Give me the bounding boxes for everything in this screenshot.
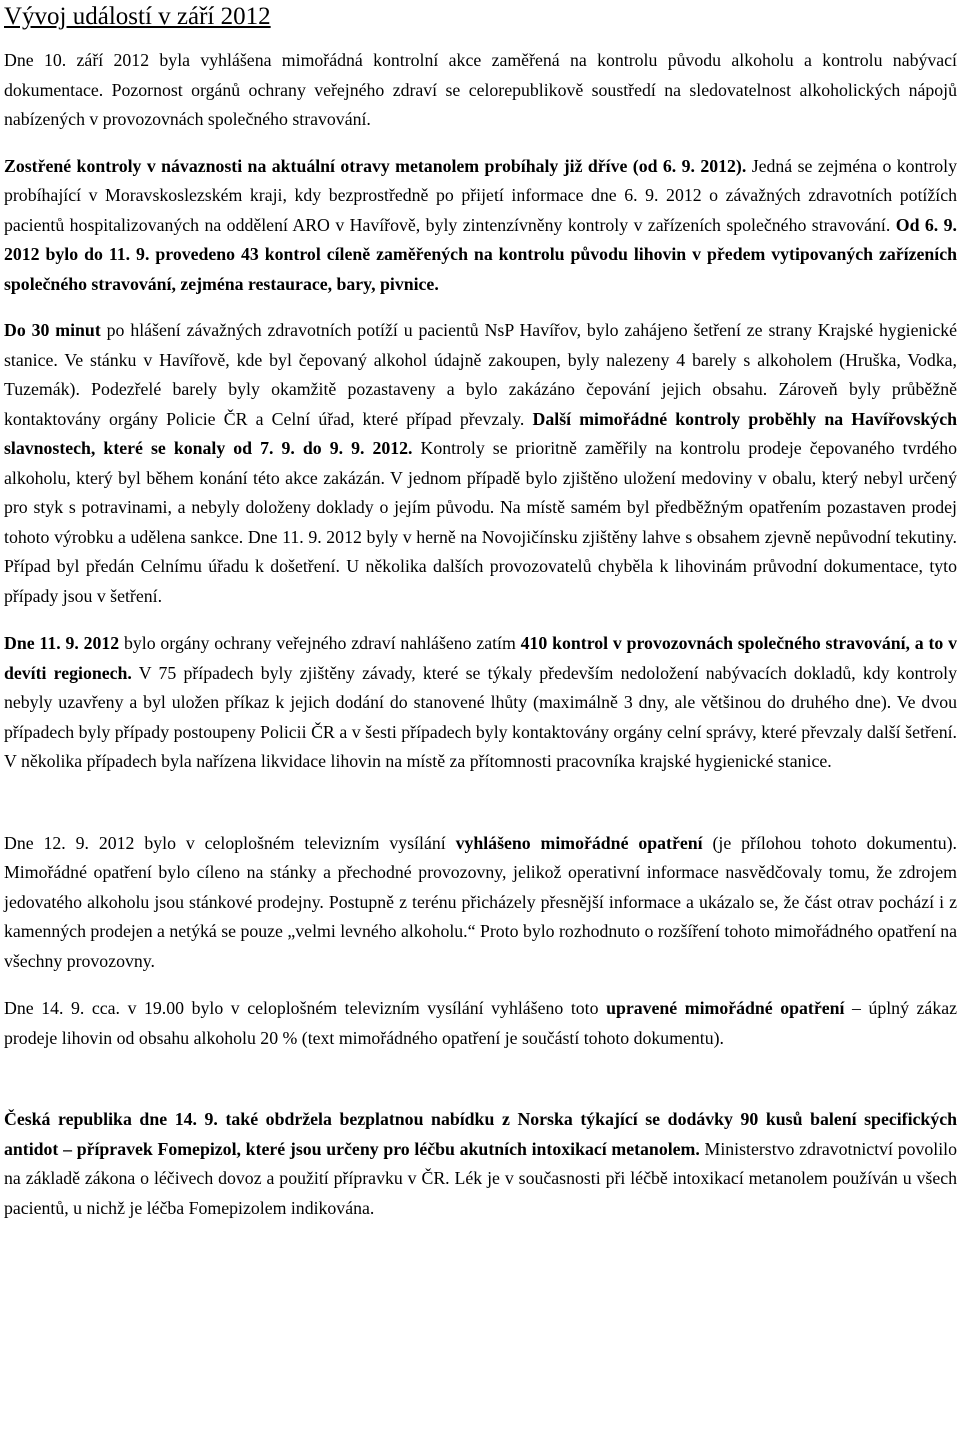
text-run: Dne 14. 9. cca. v 19.00 bylo v celoplošném televizním vysílání vyhlášeno toto [4, 998, 607, 1018]
paragraph-tightened-controls [4, 152, 957, 300]
paragraph-modified-measure [4, 994, 957, 1053]
paragraph-controls-summary [4, 629, 957, 777]
bold-text-run: 410 kontrol v provozovnách společného stravování, a to v devíti regionech. [4, 633, 957, 683]
paragraph-havirov-investigation [4, 316, 957, 611]
paragraph-norway-antidote [4, 1105, 957, 1223]
text-run: V 75 případech byly zjištěny závady, které se týkaly především nedoložení nabývacích dokladů, kdy kontroly nebyly uzavřeny a byl uložen příkaz k jejich dodání do stanovené lhůty (maximálně 3 dny, ale většinou do druhého dne). Ve dvou případech byly případy postoupeny Policii ČR a v šesti případech byly kontaktovány orgány celní správy, které převzaly další šetření. V několika případech byla nařízena likvidace lihovin na místě za přítomnosti pracovníka krajské hygienické stanice. [4, 662, 957, 771]
text-run: po hlášení závažných zdravotních potíží u pacientů NsP Havířov, bylo zahájeno šetření ze strany Krajské hygienické stanice. Ve stánku v Havířově, kde byl čepovaný alkohol údajně zakoupen, byly nalezeny 4 barely s alkoholem (Hruška, Vodka, Tuzemák). Podezřelé barely byly okamžitě pozastaveny a bylo zakázáno čepování jejich obsahu. Zároveň byly průběžně kontaktovány orgány Policie ČR a Celní úřad, které případ převzaly. [4, 320, 957, 429]
text-run: Dne 10. září 2012 byla vyhlášena mimořádná kontrolní akce zaměřená na kontrolu původu alkoholu a kontrolu nabývací dokumentace. Pozornost orgánů ochrany veřejného zdraví se celorepublikově soustředí na sledovatelnost alkoholických nápojů nabízených v provozovnách společného stravování. [4, 50, 957, 129]
bold-text-run: Do 30 minut [4, 320, 101, 340]
text-run: Dne 12. 9. 2012 bylo v celoplošném televizním vysílání [4, 832, 456, 853]
bold-text-run: Česká republika dne 14. 9. také obdržela bezplatnou nabídku z Norska týkající se dodávky 90 kusů balení specifických antidot – přípravek Fomepizol, které jsou určeny pro léčbu akutních intoxikací metanolem. [4, 1109, 957, 1159]
bold-text-run: Další mimořádné kontroly proběhly na Havířovských slavnostech, které se konaly od 7. 9. do 9. 9. 2012. [4, 408, 957, 458]
document-title: Vývoj událostí v září 2012 [4, 3, 271, 30]
bold-text-run: upravené mimořádné opatření [606, 998, 845, 1018]
bold-text-run: Dne 11. 9. 2012 [4, 633, 120, 653]
bold-text-run: vyhlášeno mimořádné opatření [455, 832, 703, 853]
text-run: bylo orgány ochrany veřejného zdraví nahlášeno zatím [119, 633, 521, 653]
text-run: (je přílohou tohoto dokumentu). Mimořádné opatření bylo cíleno na stánky a přechodné provozovny, jelikož operativní informace nasvědčovaly tomu, že zdrojem jedovatého alkoholu jsou stánkové prodejny. Postupně z terénu přicházely přesnější informace a ukázalo se, že část otrav pochází i z kamenných prodejen a netýká se pouze „velmi levného alkoholu.“ Proto bylo rozhodnuto o rozšíření tohoto mimořádného opatření na všechny provozovny. [4, 832, 958, 971]
paragraph-extraordinary-measure [4, 829, 957, 977]
text-run: – úplný zákaz prodeje lihovin od obsahu alkoholu 20 % (text mimořádného opatření je součástí tohoto dokumentu). [4, 998, 957, 1048]
bold-text-run: Od 6. 9. 2012 bylo do 11. 9. provedeno 43 kontrol cíleně zaměřených na kontrolu původu lihovin v předem vytipovaných zařízeních společného stravování, zejména restaurace, bary, pivnice. [4, 214, 957, 294]
bold-text-run: Zostřené kontroly v návaznosti na aktuální otravy metanolem probíhaly již dříve (od 6. 9. 2012). [4, 155, 747, 176]
paragraph-declaration [4, 46, 957, 135]
text-run: Jedná se zejména o kontroly probíhající v Moravskoslezském kraji, kdy bezprostředně po přijetí informace dne 6. 9. 2012 o závažných zdravotních potížích pacientů hospitalizovaných na oddělení ARO v Havířově, byly zintenzívněny kontroly v zařízeních společného stravování. [4, 155, 958, 235]
text-run: Kontroly se prioritně zaměřily na kontrolu prodeje čepovaného tvrdého alkoholu, který byl během konání této akce zakázán. V jednom případě bylo zjištěno uložení medoviny v obalu, který nebyl určený pro styk s potravinami, a nebyly doloženy doklady o jejím původu. Na místě samém byl předběžným opatřením pozastaven prodej tohoto výrobku a udělena sankce. Dne 11. 9. 2012 byly v herně na Novojičínsku zjištěny lahve s obsahem zjevně nepůvodní tekutiny. Případ byl předán Celnímu úřadu k došetření. U několika dalších provozovatelů chyběla k lihovinám průvodní dokumentace, tyto případy jsou v šetření. [4, 438, 957, 606]
text-run: Ministerstvo zdravotnictví povolilo na základě zákona o léčivech dovoz a použití přípravku v ČR. Lék je v současnosti při léčbě intoxikací metanolem používán u všech pacientů, u nichž je léčba Fomepizolem indikována. [4, 1138, 957, 1218]
